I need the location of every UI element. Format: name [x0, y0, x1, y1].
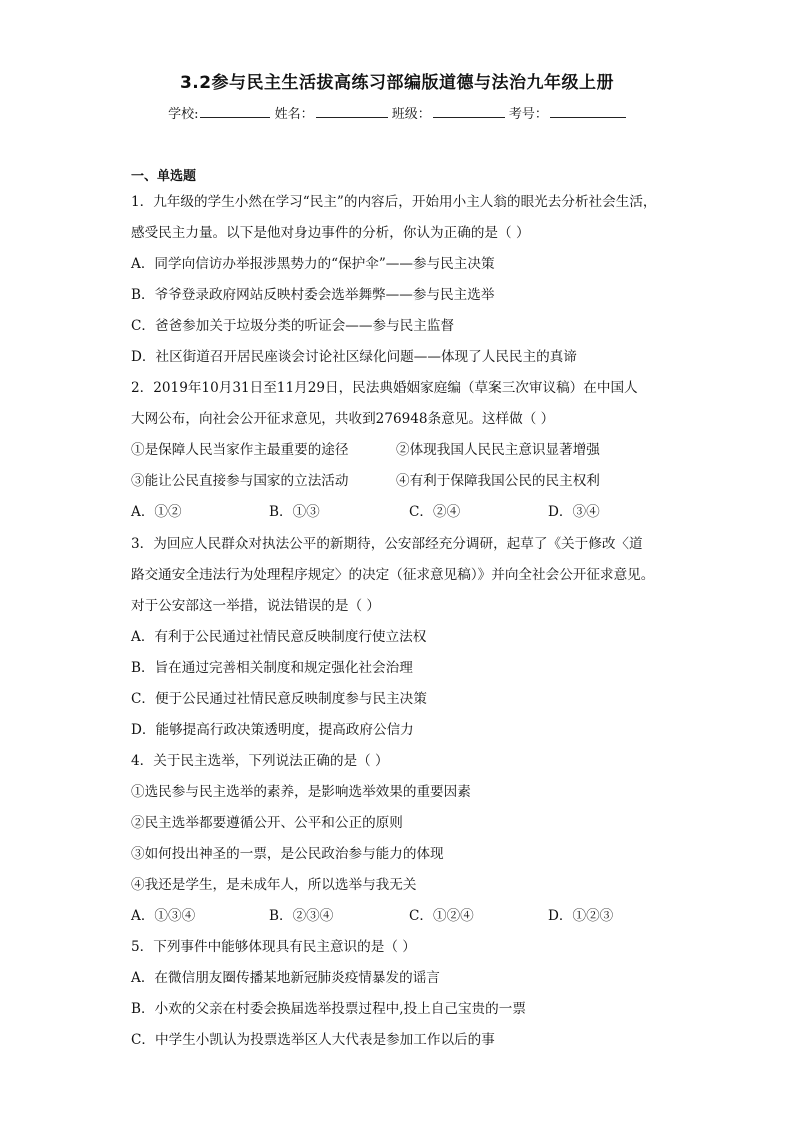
q3-stem-line2: 路交通安全违法行为处理程序规定〉的决定（征求意见稿）》并向全社会公开征求意见。 — [131, 567, 655, 583]
q2-stem-line1: 2．2019年10月31日至11月29日，民法典婚姻家庭编（草案三次审议稿）在中国人 — [131, 380, 638, 396]
q5-stem-line1: 5．下列事件中能够体现具有民主意识的是（ ） — [131, 939, 416, 955]
q3-option-b[interactable]: B．旨在通过完善相关制度和规定强化社会治理 — [131, 660, 413, 676]
q2-option-c[interactable]: C．②④ — [409, 504, 461, 520]
q4-option-c[interactable]: C．①②④ — [409, 908, 474, 924]
q4-stem-line1: 4．关于民主选举，下列说法正确的是（ ） — [131, 753, 389, 769]
q2-stem-line2: 大网公布，向社会公开征求意见，共收到276948条意见。这样做（ ） — [131, 411, 555, 427]
q2-statement-4: ④有利于保障我国公民的民主权利 — [396, 473, 600, 489]
class-label: 班级： — [391, 107, 431, 122]
student-info-row — [0, 103, 794, 122]
name-label: 姓名： — [274, 107, 314, 122]
q4-option-a[interactable]: A．①③④ — [131, 908, 196, 924]
q2-statements-row2 — [131, 472, 671, 490]
q4-option-b[interactable]: B．②③④ — [269, 908, 334, 924]
q2-choices-row — [131, 503, 671, 521]
q2-statement-3: ③能让公民直接参与国家的立法活动 — [131, 473, 349, 489]
q1-stem-line2: 感受民主力量。以下是他对身边事件的分析，你认为正确的是（ ） — [131, 225, 530, 241]
q4-option-d[interactable]: D．①②③ — [548, 908, 614, 924]
q2-statement-2: ②体现我国人民民主意识显著增强 — [396, 442, 600, 458]
exam-number-label: 考号： — [508, 107, 548, 122]
q5-option-b[interactable]: B．小欢的父亲在村委会换届选举投票过程中,投上自己宝贵的一票 — [131, 1001, 526, 1017]
school-label: 学校: — [168, 107, 199, 122]
q5-option-a[interactable]: A．在微信朋友圈传播某地新冠肺炎疫情暴发的谣言 — [131, 970, 440, 986]
q3-option-a[interactable]: A．有利于公民通过社情民意反映制度行使立法权 — [131, 629, 427, 645]
section-title: 一、单选题 — [131, 169, 197, 184]
q2-option-a[interactable]: A．①② — [131, 504, 182, 520]
q3-stem-line3: 对于公安部这一举措，说法错误的是（ ） — [131, 598, 381, 614]
q1-option-b[interactable]: B．爷爷登录政府网站反映村委会选举舞弊——参与民主选举 — [131, 287, 495, 303]
school-blank[interactable] — [200, 105, 270, 118]
q2-statement-1: ①是保障人民当家作主最重要的途径 — [131, 442, 349, 458]
q4-statement-3: ③如何投出神圣的一票，是公民政治参与能力的体现 — [131, 846, 444, 862]
q2-option-b[interactable]: B．①③ — [269, 504, 320, 520]
page-title: 3.2参与民主生活拔高练习部编版道德与法治九年级上册 — [179, 73, 615, 93]
q1-option-a[interactable]: A．同学向信访办举报涉黑势力的“保护伞”——参与民主决策 — [131, 256, 495, 272]
exam-number-blank[interactable] — [550, 105, 626, 118]
q3-option-d[interactable]: D．能够提高行政决策透明度，提高政府公信力 — [131, 722, 414, 738]
q3-option-c[interactable]: C．便于公民通过社情民意反映制度参与民主决策 — [131, 691, 427, 707]
q4-statement-1: ①选民参与民主选举的素养，是影响选举效果的重要因素 — [131, 784, 471, 800]
name-blank[interactable] — [316, 105, 388, 118]
q2-statements-row1 — [131, 441, 671, 459]
q4-statement-4: ④我还是学生，是未成年人，所以选举与我无关 — [131, 877, 417, 893]
q4-choices-row — [131, 907, 671, 925]
q3-stem-line1: 3．为回应人民群众对执法公平的新期待，公安部经充分调研，起草了《关于修改〈道 — [131, 536, 643, 552]
q4-statement-2: ②民主选举都要遵循公开、公平和公正的原则 — [131, 815, 403, 831]
q2-option-d[interactable]: D．③④ — [548, 504, 600, 520]
q1-option-d[interactable]: D．社区街道召开居民座谈会讨论社区绿化问题——体现了人民民主的真谛 — [131, 349, 577, 365]
q1-option-c[interactable]: C．爸爸参加关于垃圾分类的听证会——参与民主监督 — [131, 318, 455, 334]
class-blank[interactable] — [433, 105, 505, 118]
q5-option-c[interactable]: C．中学生小凯认为投票选举区人大代表是参加工作以后的事 — [131, 1032, 495, 1048]
q1-stem-line1: 1．九年级的学生小然在学习“民主”的内容后，开始用小主人翁的眼光去分析社会生活， — [131, 194, 657, 210]
